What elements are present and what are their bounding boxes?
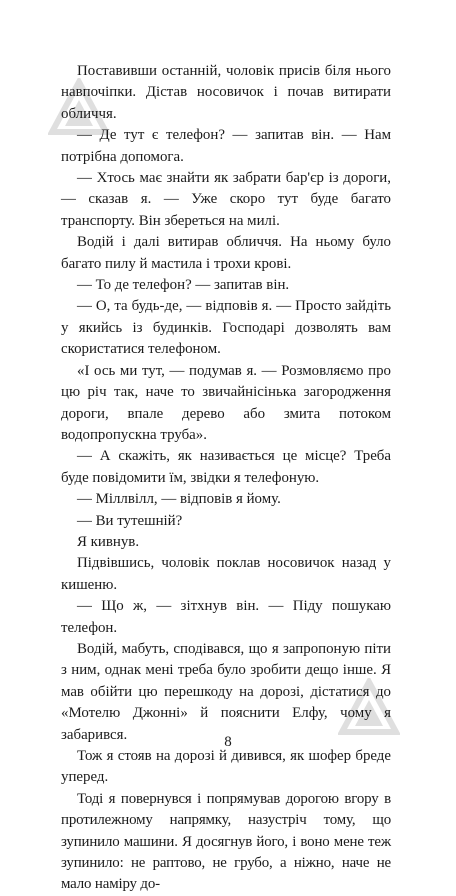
page-number: 8 bbox=[224, 734, 232, 750]
paragraph: Я кивнув. bbox=[77, 533, 140, 550]
paragraph: Водій і далі витирав обличчя. На ньому було багато пилу й мастила і трохи крові. bbox=[61, 234, 391, 272]
paragraph: Підвівшись, чоловік поклав носовичок назад у кишеню. bbox=[61, 555, 391, 593]
paragraph: — То де телефон? — запитав він. bbox=[77, 277, 290, 294]
paragraph: — Де тут є телефон? — запитав він. — Нам потрібна допомога. bbox=[61, 127, 391, 165]
paragraph: «І ось ми тут, — подумав я. — Розмовляємо про цю річ так, наче то звичайнісінька загородження дороги, впале дерево або змита потоком водопропускна труба». bbox=[61, 362, 391, 443]
paragraph: — Міллвілл, — відповів я йому. bbox=[77, 491, 281, 508]
paragraph: Водій, мабуть, сподівався, що я запропоную піти з ним, однак мені треба було зробити дещо інше. Я мав обійти цю перешкоду на дорозі, дістатися до «Мотелю Джонні» й пояснити Елфу, чому я забарився. bbox=[61, 640, 391, 743]
paragraph: — О, та будь-де, — відповів я. — Просто зайдіть у якийсь із будинків. Господарі дозволять вам скористатися телефоном. bbox=[61, 298, 391, 358]
paragraph: — Ви тутешній? bbox=[77, 512, 183, 529]
page-body bbox=[61, 61, 391, 896]
paragraph: — Хтось має знайти як забрати бар'єр із дороги, — сказав я. — Уже скоро тут буде багато транспорту. Він збереться на милі. bbox=[61, 170, 391, 229]
paragraph: Тоді я повернувся і попрямував дорогою вгору в протилежному напрямку, назустріч тому, що зупинило машини. Я досягнув його, і воно мене теж зупинило: не раптово, не грубо, а ніжно, наче не мало наміру до- bbox=[61, 790, 391, 893]
paragraph: Поставивши останній, чоловік присів біля нього навпочіпки. Дістав носовичок і почав витирати обличчя. bbox=[61, 63, 391, 122]
paragraph: — А скажіть, як називається це місце? Треба буде повідомити їм, звідки я телефоную. bbox=[61, 448, 391, 486]
paragraph: Тож я стояв на дорозі й дивився, як шофер бреде уперед. bbox=[61, 748, 391, 786]
paragraph: — Що ж, — зітхнув він. — Піду пошукаю телефон. bbox=[61, 598, 391, 636]
